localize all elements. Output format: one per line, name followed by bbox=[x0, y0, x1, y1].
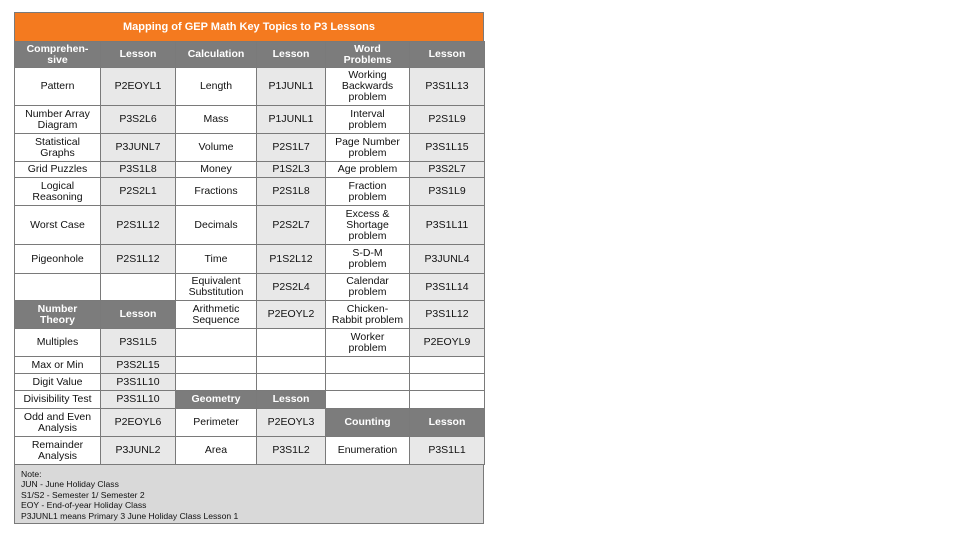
topic-cell: S-D-M problem bbox=[326, 245, 410, 274]
table-row bbox=[15, 162, 485, 178]
lesson-cell: P2S1L7 bbox=[257, 134, 326, 162]
lesson-cell: P3S2L7 bbox=[410, 162, 485, 178]
table-row bbox=[15, 391, 485, 409]
topic-cell: Statistical Graphs bbox=[15, 134, 101, 162]
header-cell: Lesson bbox=[101, 42, 176, 68]
note-heading: Note: bbox=[21, 469, 42, 479]
lesson-cell: P3S1L10 bbox=[101, 391, 176, 409]
lesson-cell: P1JUNL1 bbox=[257, 68, 326, 106]
topic-cell bbox=[15, 274, 101, 301]
table-row bbox=[15, 329, 485, 357]
topic-cell bbox=[410, 391, 485, 409]
lesson-cell: P3S1L2 bbox=[257, 437, 326, 465]
table-row bbox=[15, 106, 485, 134]
note-line: EOY - End-of-year Holiday Class bbox=[21, 500, 147, 511]
topic-cell: Interval problem bbox=[326, 106, 410, 134]
header-cell: Calculation bbox=[176, 42, 257, 68]
topic-cell: Working Backwards problem bbox=[326, 68, 410, 106]
header-cell: Lesson bbox=[257, 391, 326, 409]
lesson-cell: P1S2L3 bbox=[257, 162, 326, 178]
lesson-cell: P2EOYL3 bbox=[257, 409, 326, 437]
topic-cell: Pattern bbox=[15, 68, 101, 106]
topic-cell: Equivalent Substitution bbox=[176, 274, 257, 301]
topic-cell: Worst Case bbox=[15, 206, 101, 245]
topic-cell bbox=[326, 374, 410, 391]
lesson-cell: P2EOYL2 bbox=[257, 301, 326, 329]
header-cell: Lesson bbox=[410, 42, 485, 68]
topic-cell bbox=[326, 357, 410, 374]
table-row bbox=[15, 42, 485, 68]
lesson-cell: P2S1L12 bbox=[101, 206, 176, 245]
topic-cell bbox=[410, 374, 485, 391]
topic-cell bbox=[257, 374, 326, 391]
header-cell: Lesson bbox=[257, 42, 326, 68]
lesson-cell: P3S1L10 bbox=[101, 374, 176, 391]
lesson-cell: P1S2L12 bbox=[257, 245, 326, 274]
table-row bbox=[15, 301, 485, 329]
lesson-cell: P3JUNL2 bbox=[101, 437, 176, 465]
header-cell: Lesson bbox=[410, 409, 485, 437]
table-row bbox=[15, 409, 485, 437]
lesson-cell: P2EOYL1 bbox=[101, 68, 176, 106]
topic-cell: Decimals bbox=[176, 206, 257, 245]
table-row bbox=[15, 245, 485, 274]
header-cell: Word Problems bbox=[326, 42, 410, 68]
topic-cell bbox=[176, 374, 257, 391]
topic-cell: Pigeonhole bbox=[15, 245, 101, 274]
table-row bbox=[15, 134, 485, 162]
table-row bbox=[15, 206, 485, 245]
topic-cell: Fractions bbox=[176, 178, 257, 206]
lesson-cell: P1JUNL1 bbox=[257, 106, 326, 134]
topic-cell bbox=[410, 357, 485, 374]
topic-cell: Remainder Analysis bbox=[15, 437, 101, 465]
lesson-cell: P3JUNL4 bbox=[410, 245, 485, 274]
table-body bbox=[15, 42, 485, 465]
lesson-cell: P2S2L7 bbox=[257, 206, 326, 245]
lesson-cell: P2EOYL9 bbox=[410, 329, 485, 357]
topic-cell bbox=[176, 357, 257, 374]
topic-cell: Arithmetic Sequence bbox=[176, 301, 257, 329]
mapping-table bbox=[14, 41, 485, 465]
lesson-cell: P3S1L9 bbox=[410, 178, 485, 206]
lesson-cell: P2S1L9 bbox=[410, 106, 485, 134]
topic-cell: Area bbox=[176, 437, 257, 465]
lesson-cell: P2S2L1 bbox=[101, 178, 176, 206]
topic-cell: Page Number problem bbox=[326, 134, 410, 162]
topic-cell: Digit Value bbox=[15, 374, 101, 391]
topic-cell: Grid Puzzles bbox=[15, 162, 101, 178]
topic-cell bbox=[257, 329, 326, 357]
topic-cell: Number Array Diagram bbox=[15, 106, 101, 134]
topic-cell: Excess & Shortage problem bbox=[326, 206, 410, 245]
lesson-cell: P3S1L11 bbox=[410, 206, 485, 245]
note-line: S1/S2 - Semester 1/ Semester 2 bbox=[21, 489, 145, 500]
lesson-cell: P3S1L12 bbox=[410, 301, 485, 329]
lesson-cell: P3S1L15 bbox=[410, 134, 485, 162]
topic-cell: Volume bbox=[176, 134, 257, 162]
lesson-cell: P2S1L12 bbox=[101, 245, 176, 274]
topic-cell: Max or Min bbox=[15, 357, 101, 374]
note-line: JUN - June Holiday Class bbox=[21, 479, 119, 490]
topic-cell: Fraction problem bbox=[326, 178, 410, 206]
table-row bbox=[15, 374, 485, 391]
topic-cell: Multiples bbox=[15, 329, 101, 357]
topic-cell: Odd and Even Analysis bbox=[15, 409, 101, 437]
topic-cell bbox=[257, 357, 326, 374]
lesson-cell: P3S1L13 bbox=[410, 68, 485, 106]
topic-cell: Calendar problem bbox=[326, 274, 410, 301]
topic-cell: Enumeration bbox=[326, 437, 410, 465]
lesson-cell: P3S1L5 bbox=[101, 329, 176, 357]
topic-cell: Time bbox=[176, 245, 257, 274]
topic-cell: Mass bbox=[176, 106, 257, 134]
table-row bbox=[15, 437, 485, 465]
note-line: P3JUNL1 means Primary 3 June Holiday Class Lesson 1 bbox=[21, 510, 239, 521]
mapping-table-panel bbox=[14, 12, 484, 524]
topic-cell bbox=[326, 391, 410, 409]
topic-cell: Age problem bbox=[326, 162, 410, 178]
header-cell: Lesson bbox=[101, 301, 176, 329]
table-row bbox=[15, 357, 485, 374]
lesson-cell: P3S2L15 bbox=[101, 357, 176, 374]
header-cell: Comprehen- sive bbox=[15, 42, 101, 68]
lesson-cell: P2S2L4 bbox=[257, 274, 326, 301]
topic-cell: Perimeter bbox=[176, 409, 257, 437]
lesson-cell: P2S1L8 bbox=[257, 178, 326, 206]
lesson-cell: P3JUNL7 bbox=[101, 134, 176, 162]
header-cell: Counting bbox=[326, 409, 410, 437]
topic-cell: Logical Reasoning bbox=[15, 178, 101, 206]
topic-cell bbox=[101, 274, 176, 301]
topic-cell bbox=[176, 329, 257, 357]
note-box bbox=[14, 465, 484, 524]
header-cell: Geometry bbox=[176, 391, 257, 409]
table-title: Mapping of GEP Math Key Topics to P3 Lessons bbox=[14, 12, 484, 41]
topic-cell: Length bbox=[176, 68, 257, 106]
topic-cell: Chicken- Rabbit problem bbox=[326, 301, 410, 329]
header-cell: Number Theory bbox=[15, 301, 101, 329]
topic-cell: Divisibility Test bbox=[15, 391, 101, 409]
lesson-cell: P3S1L1 bbox=[410, 437, 485, 465]
table-row bbox=[15, 68, 485, 106]
lesson-cell: P3S2L6 bbox=[101, 106, 176, 134]
table-row bbox=[15, 274, 485, 301]
lesson-cell: P3S1L8 bbox=[101, 162, 176, 178]
topic-cell: Worker problem bbox=[326, 329, 410, 357]
lesson-cell: P2EOYL6 bbox=[101, 409, 176, 437]
topic-cell: Money bbox=[176, 162, 257, 178]
lesson-cell: P3S1L14 bbox=[410, 274, 485, 301]
table-row bbox=[15, 178, 485, 206]
